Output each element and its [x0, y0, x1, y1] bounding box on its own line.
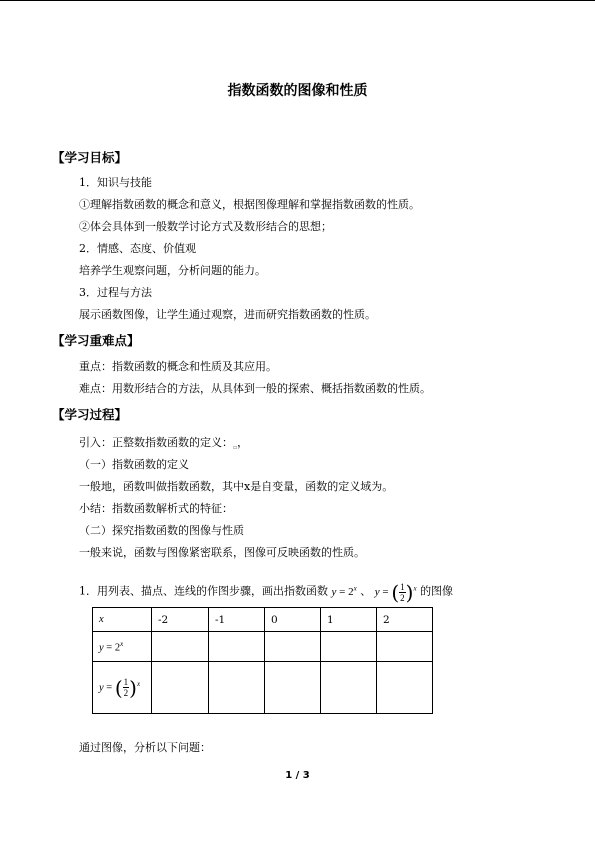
process-line: （二）探究指数函数的图像与性质 [79, 524, 244, 537]
section-heading-goals: 【学习目标】 [52, 150, 128, 165]
table-header-cell: 0 [265, 608, 321, 632]
process-line: 一般来说，函数与图像紧密联系，图像可反映函数的性质。 [79, 546, 365, 559]
goals-line: ②体会具体到一般数学讨论方式及数形结合的思想； [79, 220, 332, 233]
table-header-cell: 2 [377, 608, 433, 632]
formula-y-2x: y = 2$^x$ [331, 584, 357, 598]
step1-prefix: 1．用列表、描点、连线的作图步骤，画出指数函数 [79, 584, 328, 598]
table-header-cell: -2 [152, 608, 209, 632]
section-heading-key-points: 【学习重难点】 [52, 333, 140, 348]
row-label-y-half-x: y = ( $\frac{1}{2}$ )$^x$ [93, 662, 152, 714]
goals-line: ①理解指数函数的概念和意义，根据图像理解和掌握指数函数的性质。 [79, 198, 420, 211]
goals-line: 培养学生观察问题，分析问题的能力。 [79, 264, 266, 277]
table-header-cell: -1 [209, 608, 265, 632]
table-header-cell: 1 [321, 608, 377, 632]
key-points-line: 难点：用数形结合的方法，从具体到一般的探索、概括指数函数的性质。 [79, 382, 431, 395]
table-row [93, 632, 433, 662]
table-cell-empty [321, 662, 377, 714]
table-cell-empty [265, 662, 321, 714]
top-rule [0, 0, 595, 1]
table-cell-empty [377, 662, 433, 714]
after-table-line: 通过图像，分析以下问题： [79, 741, 211, 754]
table-cell-empty [377, 632, 433, 662]
table-header-row [93, 608, 433, 632]
step1-line [79, 576, 453, 604]
step1-suffix: 的图像 [420, 584, 454, 598]
value-table [92, 607, 433, 714]
table-cell-empty [152, 632, 209, 662]
table-row [93, 662, 433, 714]
intro-tail: ， [237, 436, 249, 449]
goals-line: 展示函数图像，让学生通过观察，进而研究指数函数的性质。 [79, 308, 376, 321]
table-cell-empty [152, 662, 209, 714]
page-title: 指数函数的图像和性质 [227, 83, 368, 99]
table-cell-empty [209, 662, 265, 714]
goals-line: 3．过程与方法 [79, 286, 152, 299]
table-header-cell: x [93, 608, 152, 632]
section-heading-process: 【学习过程】 [52, 407, 128, 422]
intro-text: 引入：正整数指数函数的定义： [79, 436, 233, 449]
process-line: 一般地，函数叫做指数函数，其中x是自变量，函数的定义域为。 [79, 480, 394, 493]
formula-y-half-x: y = ( $\frac{1}{2}$ )$^x$ [374, 580, 417, 605]
page-number: 1 / 3 [285, 770, 310, 781]
goals-line: 2．情感、态度、价值观 [79, 242, 196, 255]
table-cell-empty [265, 632, 321, 662]
process-line: 小结：指数函数解析式的特征： [79, 502, 233, 515]
table-cell-empty [321, 632, 377, 662]
table-cell-empty [209, 632, 265, 662]
step1-separator: 、 [360, 584, 372, 598]
key-points-line: 重点：指数函数的概念和性质及其应用。 [79, 360, 277, 373]
intro-line [79, 436, 248, 455]
row-label-y-2x: y = 2$^x$ [93, 632, 152, 662]
process-line: （一）指数函数的定义 [79, 458, 189, 471]
formula-placeholder-icon: ▫ [233, 444, 238, 452]
goals-line: 1．知识与技能 [79, 176, 152, 189]
